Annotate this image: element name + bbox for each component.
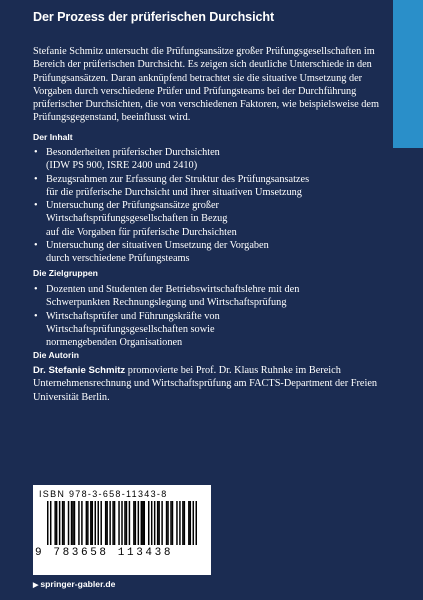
intro-paragraph: Stefanie Schmitz untersucht die Prüfungsansätze großer Prüfungsgesellschaften im Bereich der prüferischen Durchsicht. Es zeigen sich deutliche Unterschiede in den Prüfungsansätzen. Daran anknüpfend betrachtet sie die situative Umsetzung der Vorgaben durch verschiedene Prüfer und Prüfungsteams bei der Durchführung prüferischer Durchsichten, die von verschiedenen Faktoren, wie beispielsweise dem Prüfungsgegenstand, beeinflusst wird.	[33, 46, 379, 124]
list-item: • Besonderheiten prüferischer Durchsichten (IDW PS 900, ISRE 2400 und 2410)	[33, 146, 383, 173]
barcode-bar	[86, 501, 87, 545]
barcode-bar	[154, 501, 155, 545]
barcode-bar	[112, 501, 113, 545]
barcode-bar	[81, 501, 82, 545]
barcode-bar	[71, 501, 72, 545]
zielgruppen-list	[33, 283, 383, 349]
author-bio	[33, 364, 389, 404]
barcode-bar	[126, 501, 127, 545]
barcode-bar	[100, 501, 101, 545]
barcode-bar	[90, 501, 91, 545]
section-title-inhalt: Der Inhalt	[33, 132, 73, 142]
barcode-bar	[188, 501, 189, 545]
isbn-barcode	[33, 485, 211, 575]
barcode-bar	[190, 501, 191, 545]
list-item: • Bezugsrahmen zur Erfassung der Struktur des Prüfungsansatzes für die prüferische Durchsicht und ihrer situativen Umsetzung	[33, 173, 383, 200]
barcode-bar	[170, 501, 171, 545]
list-item: • Dozenten und Studenten der Betriebswirtschaftslehre mit den Schwerpunkten Rechnungslegung und Wirtschaftsprüfung	[33, 283, 383, 310]
inhalt-list	[33, 146, 383, 266]
barcode-bar	[72, 501, 73, 545]
barcode-bar	[133, 501, 134, 545]
barcode-bar	[135, 501, 136, 545]
barcode-bar	[182, 501, 183, 545]
barcode-bar	[105, 501, 106, 545]
barcode-bar	[50, 501, 51, 545]
barcode-bar	[184, 501, 185, 545]
publisher-url-text: springer-gabler.de	[40, 579, 116, 589]
page-title: Der Prozess der prüferischen Durchsicht	[33, 10, 275, 24]
barcode-bar	[148, 501, 149, 545]
barcode-bar	[87, 501, 88, 545]
barcode-bar	[157, 501, 158, 545]
barcode-bar	[142, 501, 143, 545]
barcode-bar	[193, 501, 194, 545]
barcode-bar	[109, 501, 110, 545]
barcode-bar	[161, 501, 162, 545]
list-item: • Untersuchung der Prüfungsansätze großer Wirtschaftsprüfungsgesellschaften in Bezug auf die Vorgaben für prüferische Durchsichten	[33, 199, 383, 239]
isbn-label: ISBN 978-3-658-11343-8	[39, 489, 168, 499]
barcode-bar	[129, 501, 130, 545]
barcode-bar	[121, 501, 122, 545]
barcode-bar	[54, 501, 55, 545]
barcode-bar	[124, 501, 125, 545]
barcode-bar	[74, 501, 75, 545]
barcode-bar	[63, 501, 64, 545]
barcode-bar	[59, 501, 60, 545]
barcode-bar	[78, 501, 79, 545]
barcode-bars	[47, 501, 197, 545]
accent-bar	[393, 0, 423, 148]
barcode-bar	[151, 501, 152, 545]
barcode-bar	[98, 501, 99, 545]
barcode-bar	[106, 501, 107, 545]
barcode-bar	[196, 501, 197, 545]
barcode-bar	[56, 501, 57, 545]
triangle-arrow-icon: ▶	[33, 582, 39, 589]
author-bio-text: promovierte bei Prof. Dr. Klaus Ruhnke im Bereich Unternehmensrechnung und Wirtschaftsprüfung am FACTS-Department der Freien Universität Berlin.	[33, 365, 378, 403]
barcode-bar	[172, 501, 173, 545]
barcode-bar	[176, 501, 177, 545]
section-title-zielgruppen: Die Zielgruppen	[33, 268, 98, 278]
barcode-bar	[95, 501, 96, 545]
barcode-digits: 9 783658 113438	[35, 547, 174, 559]
barcode-bar	[68, 501, 69, 545]
barcode-bar	[167, 501, 168, 545]
list-item: • Untersuchung der situativen Umsetzung der Vorgaben durch verschiedene Prüfungsteams	[33, 239, 383, 266]
barcode-bar	[92, 501, 93, 545]
section-title-autorin: Die Autorin	[33, 350, 79, 360]
barcode-bar	[144, 501, 145, 545]
barcode-bar	[62, 501, 63, 545]
barcode-bar	[166, 501, 167, 545]
list-item: • Wirtschaftsprüfer und Führungskräfte von Wirtschaftsprüfungsgesellschaften sowie normengebenden Organisationen	[33, 310, 383, 350]
barcode-bar	[47, 501, 48, 545]
barcode-bar	[114, 501, 115, 545]
publisher-url[interactable]	[33, 579, 115, 589]
barcode-bar	[179, 501, 180, 545]
barcode-bar	[138, 501, 139, 545]
author-name: Dr. Stefanie Schmitz	[33, 365, 126, 376]
barcode-bar	[141, 501, 142, 545]
barcode-bar	[158, 501, 159, 545]
barcode-bar	[118, 501, 119, 545]
